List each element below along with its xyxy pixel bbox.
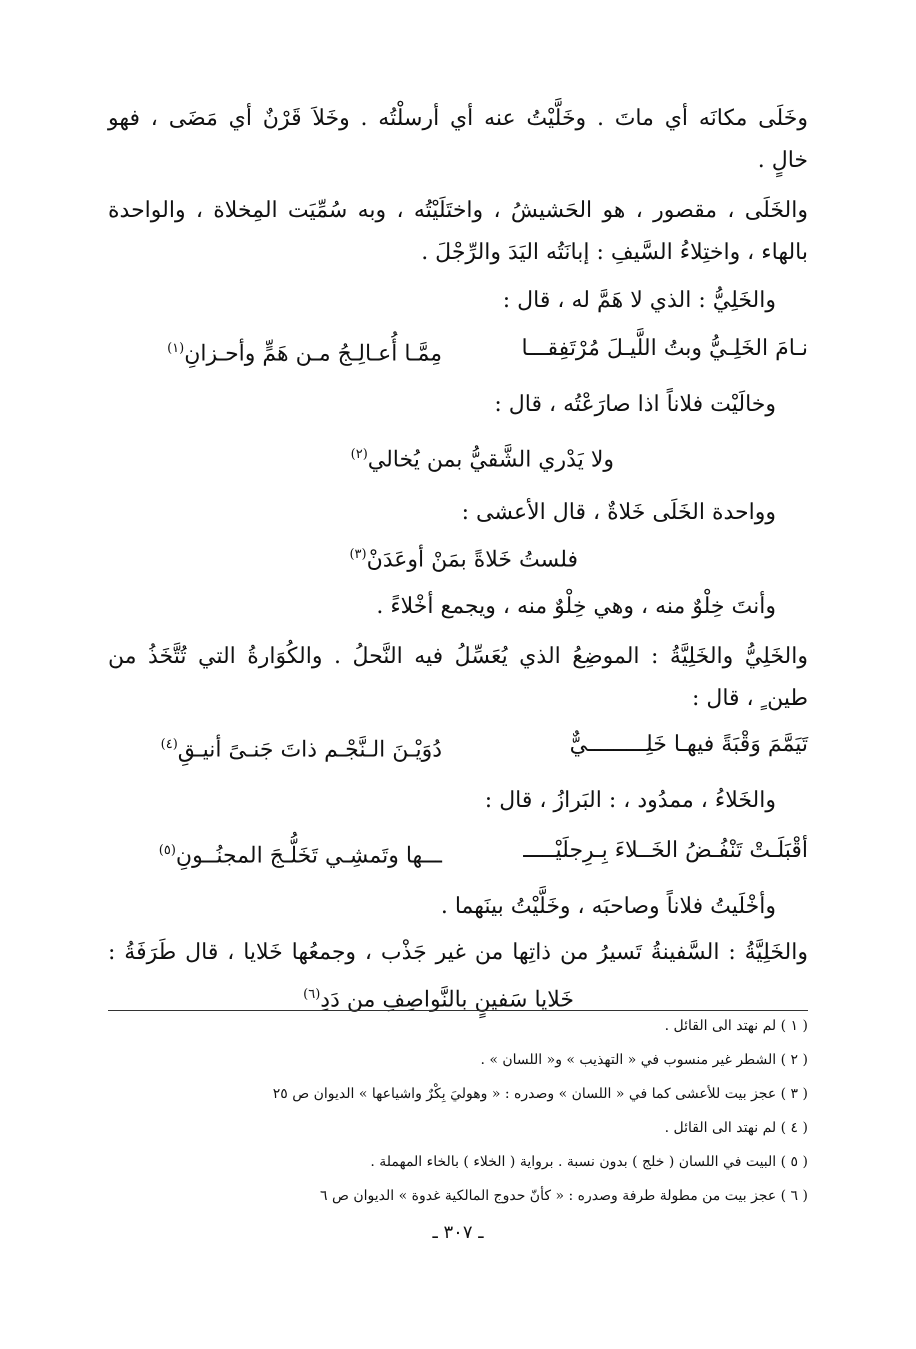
verse-first-hemistich: تَيَمَّمَ وَقْبَةً فيهـا خَلِـــــــــيٌّ (569, 732, 808, 757)
verse-text: خَلايا سَفينٍ بالنَّواصِفِ من دَدِ (320, 987, 574, 1013)
text-line: وواحدة الخَلَى خَلاةٌ ، قال الأعشى : (461, 500, 776, 525)
text-line: والخَلِيُّ والخَلِيَّةُ : الموضِعُ الذي يُعَسِّلُ فيه النَّحلُ . والكُوَارةُ التي تُتَّخَذُ من (108, 644, 808, 669)
text-line: والخَلَى ، مقصور ، هو الحَشيشُ ، واختَلَيْتُه ، وبه سُمِّيَت المِخلاة ، والواحدة (108, 198, 808, 223)
verse-first-hemistich: أقْبَلَـتْ تَنْفُـضُ الخَــلاءَ بِـرِجلَيْـــــ (523, 838, 808, 863)
text-line: والخَلاءُ ، ممدُود ، : البَرازُ ، قال : (484, 788, 776, 813)
verse-second-hemistich (112, 836, 442, 871)
verse-text: مِمَّـا أُعـالِـجُ مـن هَمٍّ وأحـزانِ (184, 341, 442, 367)
footnote-ref: (٦) (303, 987, 321, 1002)
text-line: وخالَيْت فلاناً اذا صارَعْتُه ، قال : (494, 392, 776, 417)
verse-single (349, 540, 578, 575)
footnote: ( ٥ ) البيت في اللسان ( خلج ) بدون نسبة . برواية ( الخلاء ) بالخاء المهملة . (370, 1154, 808, 1170)
text-line: طين ٍ ، قال : (691, 686, 808, 711)
verse-first-hemistich: نـامَ الخَلِـيُّ وبتُ اللَّيـلَ مُرْتَفِقـــا (521, 336, 808, 361)
footnote-ref: (٤) (160, 737, 178, 752)
text-line: وخَلَى مكانَه أي ماتَ . وخَلَّيْتُ عنه أي أرسلْتُه . وخَلاَ قَرْنٌ أي مَضَى ، فهو (108, 106, 808, 131)
verse-text: دُوَيْـنَ الـنَّجْـم ذاتَ جَنـىً أنيـقِ (177, 737, 442, 763)
verse-second-hemistich (112, 730, 442, 765)
text-line: وأخْلَيتُ فلاناً وصاحبَه ، وخَلَّيْتُ بينَهما . (440, 894, 776, 919)
verse-single (351, 440, 614, 475)
text-line: وأنتَ خِلْوٌ منه ، وهي خِلْوٌ منه ، ويجمع أخْلاءً . (376, 594, 776, 619)
footnote: ( ٤ ) لم نهتد الى القائل . (664, 1120, 808, 1136)
footnote-ref: (١) (167, 341, 185, 356)
footnote-separator (108, 1010, 808, 1011)
footnote-ref: (٥) (158, 843, 176, 858)
verse-second-hemistich (112, 334, 442, 369)
footnote: ( ٦ ) عجز بيت من مطولة طرفة وصدره : « كأنّ حدوج المالكية غدوة » الديوان ص ٦ (320, 1188, 808, 1204)
text-line: والخَلِيَّةُ : السَّفينةُ تَسيرُ من ذاتِها من غير جَذْب ، وجمعُها خَلايا ، قال طَرَفَةُ : (108, 940, 808, 965)
footnote: ( ٢ ) الشطر غير منسوب في « التهذيب » و« اللسان » . (480, 1052, 808, 1068)
footnote-ref: (٢) (350, 447, 368, 462)
verse-text: فلستُ خَلاةً بمَنْ أوعَدَنْ (366, 547, 578, 573)
footnote: ( ٣ ) عجز بيت للأعشى كما في « اللسان » وصدره : « وهوليَ بِكْرٌ واشياعها » الديوان ص ٢٥ (272, 1086, 808, 1102)
text-line: بالهاء ، واختِلاءُ السَّيفِ : إبانَتُه اليَدَ والرِّجْلَ . (421, 240, 808, 265)
footnote: ( ١ ) لم نهتد الى القائل . (664, 1018, 808, 1034)
text-line: والخَلِيُّ : الذي لا هَمَّ له ، قال : (502, 288, 776, 313)
text-line: خالٍ . (757, 148, 808, 173)
verse-text: ولا يَدْري الشَّقيُّ بمن يُخالي (367, 447, 614, 473)
verse-text: ـــها وتَمشِـي تَخَلُّـجَ المجنُــونِ (175, 843, 442, 869)
footnote-ref: (٣) (349, 547, 367, 562)
page-number: ـ ٣٠٧ ـ (432, 1222, 484, 1243)
